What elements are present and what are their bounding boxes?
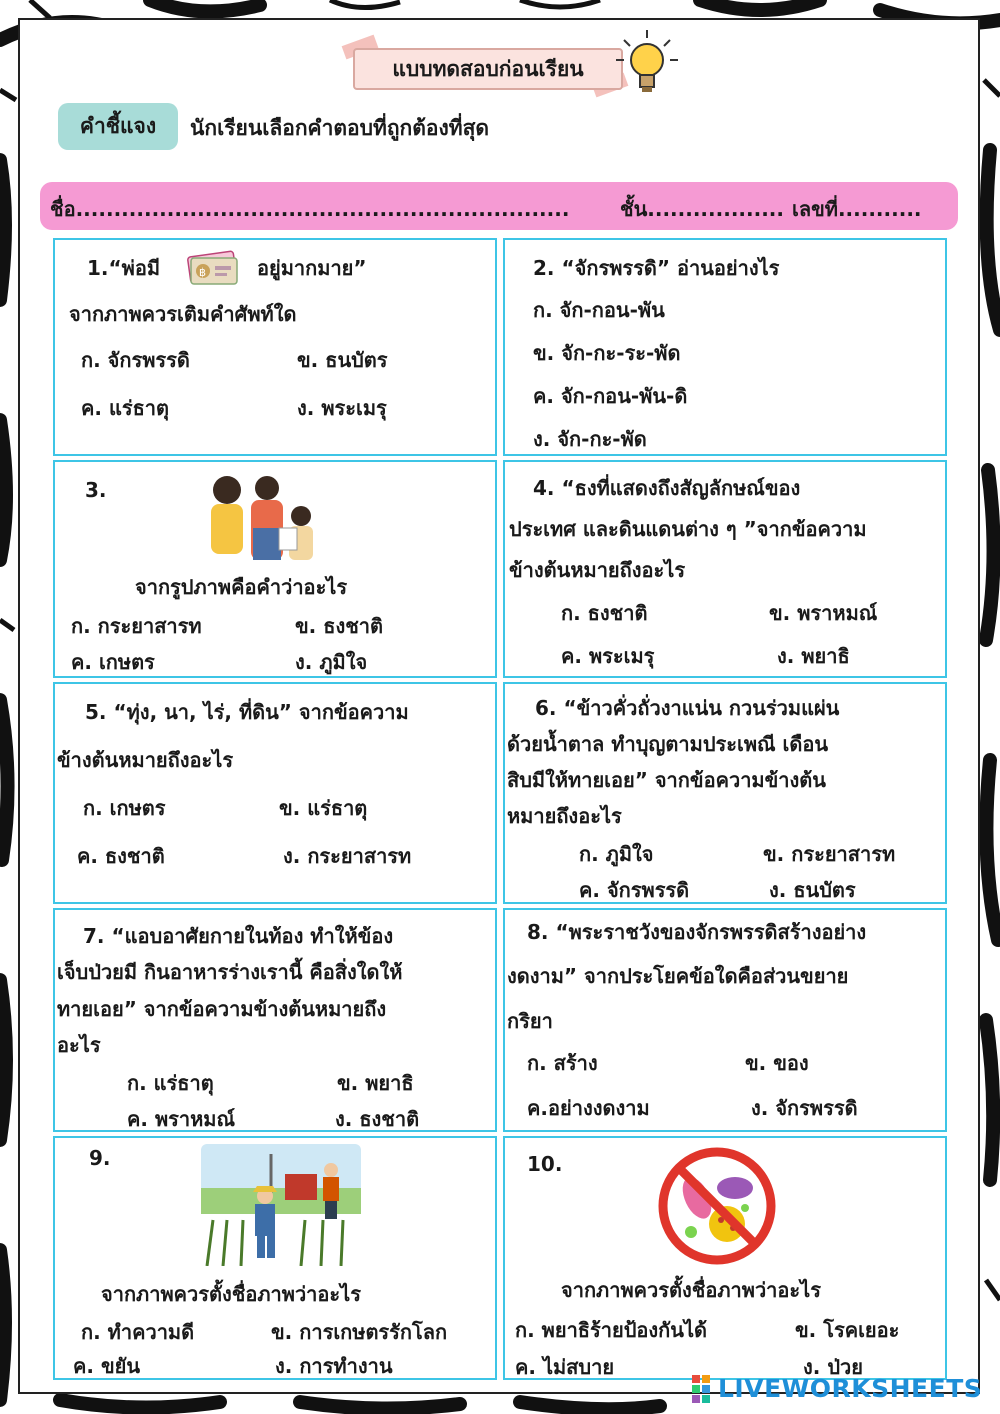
q4-option-b[interactable]: ข. พราหมณ์ <box>769 601 878 625</box>
q6-line-4: หมายถึงอะไร <box>507 804 622 828</box>
question-10 <box>503 1136 947 1380</box>
name-field[interactable]: ชื่อ................................................................. <box>50 197 570 221</box>
q6-line-3: สิบมีให้ทายเอย” จากข้อความข้างต้น <box>507 768 826 792</box>
q4-option-c[interactable]: ค. พระเมรุ <box>561 644 655 668</box>
question-3 <box>53 460 497 678</box>
q10-option-a[interactable]: ก. พยาธิร้ายป้องกันได้ <box>515 1318 708 1342</box>
q9-number: 9. <box>89 1146 111 1170</box>
q1-prompt: จากภาพควรเติมคำศัพท์ใด <box>69 302 297 326</box>
q5-option-c[interactable]: ค. ธงชาติ <box>77 844 165 868</box>
question-8 <box>503 908 947 1132</box>
q7-line-2: เจ็บป่วยมี กินอาหารร่างเรานี้ คือสิ่งใดให้ <box>57 960 403 984</box>
q9-prompt: จากภาพควรตั้งชื่อภาพว่าอะไร <box>101 1282 361 1306</box>
farming-picture <box>201 1144 361 1266</box>
question-7 <box>53 908 497 1132</box>
liveworksheets-logo-icon <box>690 1375 714 1403</box>
q9-option-c[interactable]: ค. ขยัน <box>73 1354 141 1378</box>
q3-option-c[interactable]: ค. เกษตร <box>71 650 155 674</box>
q4-option-a[interactable]: ก. ธงชาติ <box>561 601 648 625</box>
q9-option-a[interactable]: ก. ทำความดี <box>81 1320 195 1344</box>
question-1 <box>53 238 497 456</box>
q6-option-a[interactable]: ก. ภูมิใจ <box>579 842 654 866</box>
question-2 <box>503 238 947 456</box>
q10-option-b[interactable]: ข. โรคเยอะ <box>795 1318 900 1342</box>
class-field[interactable]: ชั้น.................. <box>620 197 785 221</box>
page-title: แบบทดสอบก่อนเรียน <box>353 48 623 90</box>
title-area <box>343 40 643 96</box>
q2-prompt: 2. “จักรพรรดิ” อ่านอย่างไร <box>533 256 780 280</box>
q2-option-d[interactable]: ง. จัก-กะ-พัด <box>533 427 647 451</box>
q7-option-c[interactable]: ค. พราหมณ์ <box>127 1107 236 1131</box>
q2-option-c[interactable]: ค. จัก-กอน-พัน-ดิ <box>533 384 688 408</box>
q5-option-a[interactable]: ก. เกษตร <box>83 796 166 820</box>
q8-option-c[interactable]: ค.อย่างงดงาม <box>527 1096 650 1120</box>
q9-option-d[interactable]: ง. การทำงาน <box>275 1354 393 1378</box>
q8-option-d[interactable]: ง. จักรพรรดิ <box>751 1096 858 1120</box>
q2-option-a[interactable]: ก. จัก-กอน-พัน <box>533 298 665 322</box>
q3-prompt: จากรูปภาพคือคำว่าอะไร <box>135 575 348 599</box>
q8-line-2: งดงาม” จากประโยคข้อใดคือส่วนขยาย <box>507 964 849 988</box>
q1-option-d[interactable]: ง. พระเมรุ <box>297 396 387 420</box>
family-picture <box>197 468 327 568</box>
q4-option-d[interactable]: ง. พยาธิ <box>777 644 850 668</box>
no-germs-picture <box>655 1144 779 1268</box>
instruction-text: นักเรียนเลือกคำตอบที่ถูกต้องที่สุด <box>190 116 490 140</box>
question-5 <box>53 682 497 904</box>
q2-option-b[interactable]: ข. จัก-กะ-ระ-พัด <box>533 341 681 365</box>
q3-option-b[interactable]: ข. ธงชาติ <box>295 614 383 638</box>
q7-option-a[interactable]: ก. แร่ธาตุ <box>127 1071 214 1095</box>
q4-line-1: 4. “ธงที่แสดงถึงสัญลักษณ์ของ <box>533 476 801 500</box>
question-4 <box>503 460 947 678</box>
q3-option-a[interactable]: ก. กระยาสารท <box>71 614 202 638</box>
q6-option-c[interactable]: ค. จักรพรรดิ <box>579 878 690 902</box>
q6-line-2: ด้วยน้ำตาล ทำบุญตามประเพณี เดือน <box>507 732 829 756</box>
question-6 <box>503 682 947 904</box>
q8-option-a[interactable]: ก. สร้าง <box>527 1051 598 1075</box>
q5-line-2: ข้างต้นหมายถึงอะไร <box>57 748 234 772</box>
student-info-bar <box>40 182 958 230</box>
q7-line-4: อะไร <box>57 1033 101 1057</box>
q1-text-start: 1.“พ่อมี <box>87 256 161 280</box>
q1-text-end: อยู่มากมาย” <box>257 256 367 280</box>
q8-line-1: 8. “พระราชวังของจักรพรรดิสร้างอย่าง <box>527 920 867 944</box>
number-field[interactable]: เลขที่........... <box>792 197 922 221</box>
q7-option-b[interactable]: ข. พยาธิ <box>337 1071 414 1095</box>
q7-option-d[interactable]: ง. ธงชาติ <box>335 1107 420 1131</box>
q10-number: 10. <box>527 1152 563 1176</box>
q4-line-2: ประเทศ และดินแดนต่าง ๆ ”จากข้อความ <box>509 517 867 541</box>
question-9 <box>53 1136 497 1380</box>
q4-line-3: ข้างต้นหมายถึงอะไร <box>509 558 686 582</box>
q9-option-b[interactable]: ข. การเกษตรรักโลก <box>271 1320 448 1344</box>
q6-line-1: 6. “ข้าวคั่วถั่วงาแน่น กวนร่วมแผ่น <box>535 696 840 720</box>
q7-line-1: 7. “แอบอาศัยกายในท้อง ทำให้ข้อง <box>83 924 394 948</box>
q1-option-c[interactable]: ค. แร่ธาตุ <box>81 396 169 420</box>
q5-line-1: 5. “ทุ่ง, นา, ไร่, ที่ดิน” จากข้อความ <box>85 700 409 724</box>
q10-option-c[interactable]: ค. ไม่สบาย <box>515 1355 615 1379</box>
q5-option-b[interactable]: ข. แร่ธาตุ <box>279 796 368 820</box>
lightbulb-icon <box>612 28 682 98</box>
q5-option-d[interactable]: ง. กระยาสารท <box>283 844 412 868</box>
q10-prompt: จากภาพควรตั้งชื่อภาพว่าอะไร <box>561 1278 821 1302</box>
q6-option-b[interactable]: ข. กระยาสารท <box>763 842 896 866</box>
q10-option-d[interactable]: ง. ป่วย <box>803 1355 863 1379</box>
q1-option-a[interactable]: ก. จักรพรรดิ <box>81 348 190 372</box>
svg-text:฿: ฿ <box>199 266 206 279</box>
q7-line-3: ทายเอย” จากข้อความข้างต้นหมายถึง <box>57 997 387 1021</box>
q3-number: 3. <box>85 478 107 502</box>
q1-option-b[interactable]: ข. ธนบัตร <box>297 348 388 372</box>
banknote-icon <box>185 248 241 288</box>
liveworksheets-watermark <box>690 1374 982 1403</box>
q8-option-b[interactable]: ข. ของ <box>745 1051 809 1075</box>
q6-option-d[interactable]: ง. ธนบัตร <box>769 878 856 902</box>
q8-line-3: กริยา <box>507 1009 553 1033</box>
instruction-badge: คำชี้แจง <box>58 103 178 150</box>
watermark-text: LIVEWORKSHEETS <box>718 1374 983 1403</box>
q3-option-d[interactable]: ง. ภูมิใจ <box>295 650 368 674</box>
